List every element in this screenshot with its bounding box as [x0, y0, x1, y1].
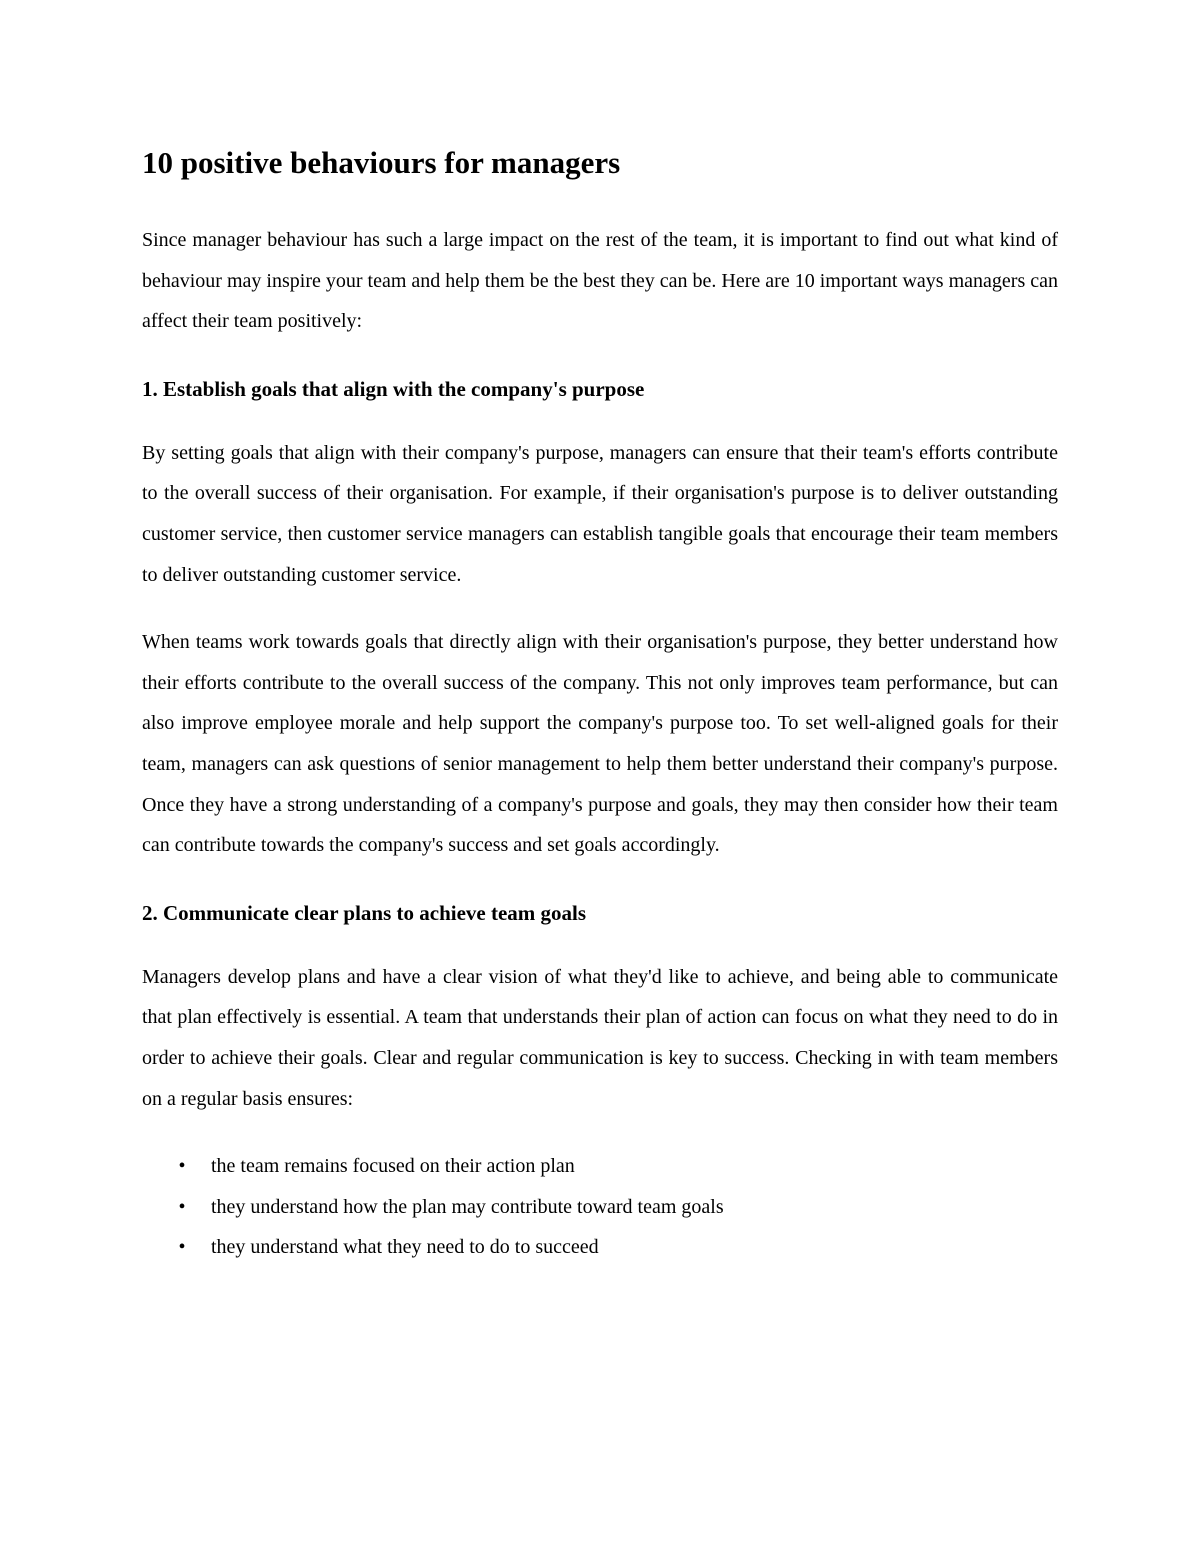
list-item: [142, 1227, 1058, 1268]
list-item-text: the team remains focused on their action plan: [211, 1155, 575, 1178]
section-2-paragraph-1: Managers develop plans and have a clear vision of what they'd like to achieve, and being able to communicate that plan effectively is essential. A team that understands their plan of action can focus on what they need to do in order to achieve their goals. Clear and regular communication is key to success. Checking in with team members on a regular basis ensures:: [142, 965, 1058, 1110]
bullet-icon: •: [178, 1155, 186, 1178]
list-item-text: they understand how the plan may contribute toward team goals: [211, 1195, 724, 1218]
list-item-text: they understand what they need to do to succeed: [211, 1236, 599, 1259]
list-item: [142, 1146, 1058, 1187]
list-item: [142, 1187, 1058, 1228]
document-title: 10 positive behaviours for managers: [142, 145, 621, 180]
section-1-paragraph-2: When teams work towards goals that directly align with their organisation's purpose, they better understand how their efforts contribute to the overall success of the company. This not only improves team performance, but can also improve employee morale and help support the company's purpose too. To set well-aligned goals for their team, managers can ask questions of senior management to help them better understand their company's purpose. Once they have a strong understanding of a company's purpose and goals, they may then consider how their team can contribute towards the company's success and set goals accordingly.: [142, 631, 1058, 857]
bullet-icon: •: [178, 1236, 186, 1259]
intro-paragraph: Since manager behaviour has such a large impact on the rest of the team, it is important to find out what kind of behaviour may inspire your team and help them be the best they can be. Here are 10 important ways managers can affect their team positively:: [142, 229, 1058, 333]
section-1-paragraph-1: By setting goals that align with their company's purpose, managers can ensure that their team's efforts contribute to the overall success of their organisation. For example, if their organisation's purpose is to deliver outstanding customer service, then customer service managers can establish tangible goals that encourage their team members to deliver outstanding customer service.: [142, 441, 1058, 586]
document-body: [142, 140, 1058, 1268]
bullet-icon: •: [178, 1195, 186, 1218]
section-2-bullet-list: [142, 1146, 1058, 1268]
section-2-heading: 2. Communicate clear plans to achieve team goals: [142, 900, 587, 925]
section-1-heading: 1. Establish goals that align with the company's purpose: [142, 376, 645, 401]
